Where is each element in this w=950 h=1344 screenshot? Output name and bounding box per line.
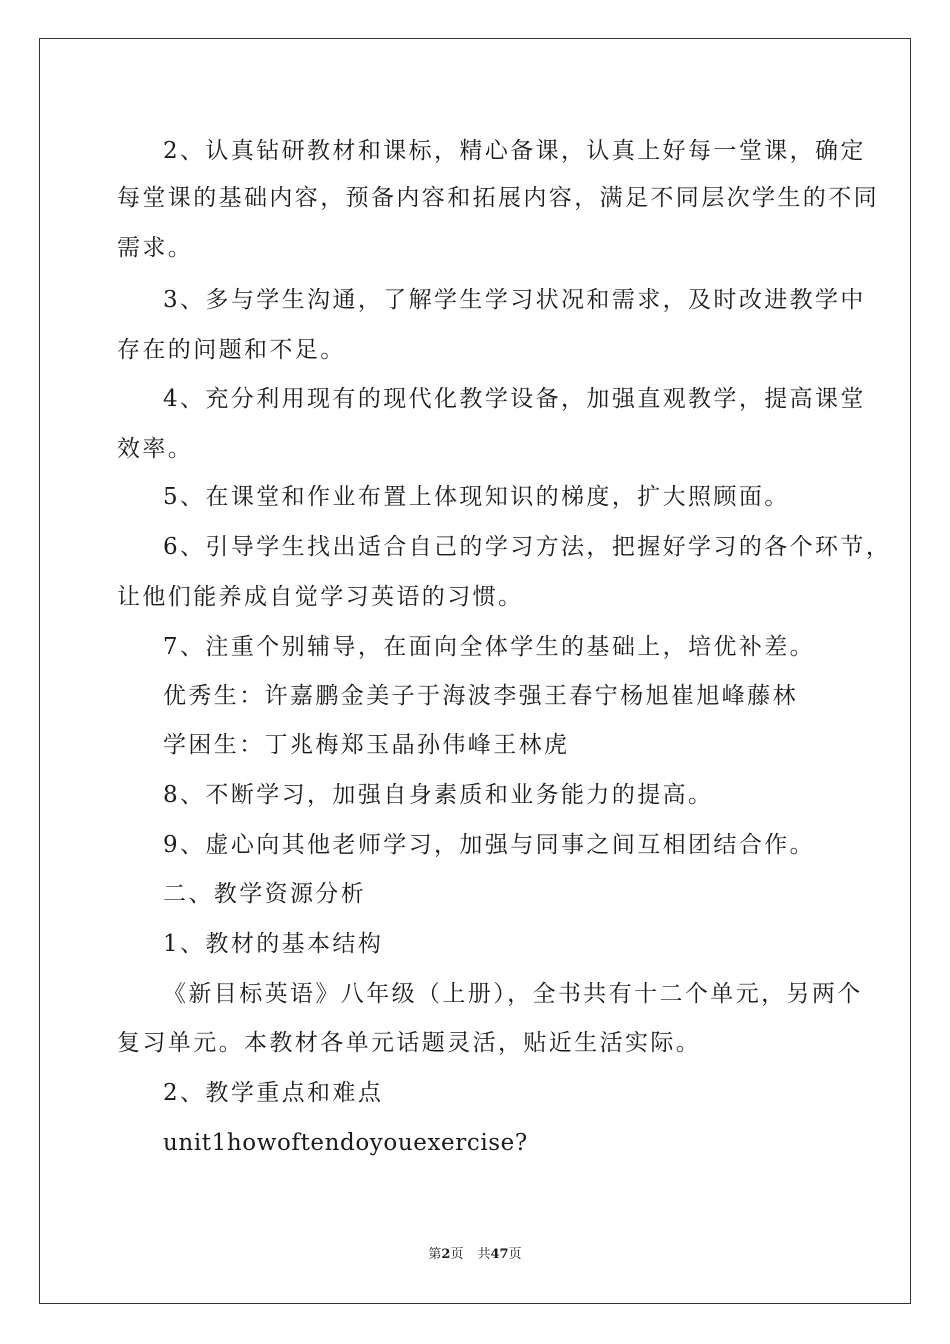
paragraph-line: 让他们能养成自觉学习英语的习惯。 — [117, 584, 524, 610]
footer-page-suffix: 页 — [450, 1247, 464, 1262]
paragraph-line: 9、虚心向其他老师学习，加强与同事之间互相团结合作。 — [163, 832, 816, 858]
excellent-students-line: 优秀生：许嘉鹏金美子于海波李强王春宁杨旭崔旭峰藤林 — [163, 683, 798, 709]
paragraph-line: 6、引导学生找出适合自己的学习方法，把握好学习的各个环节， — [163, 534, 892, 560]
footer-page-total: 47 — [490, 1247, 509, 1262]
paragraph-line: 需求。 — [117, 235, 194, 261]
subsection-heading: 1、教材的基本结构 — [163, 931, 384, 957]
struggling-students-line: 学困生：丁兆梅郑玉晶孙伟峰王林虎 — [163, 732, 570, 758]
footer-page-current: 2 — [441, 1247, 451, 1262]
section-heading: 二、教学资源分析 — [163, 881, 367, 907]
paragraph-line: 效率。 — [117, 436, 194, 462]
paragraph-line: 3、多与学生沟通，了解学生学习状况和需求，及时改进教学中 — [163, 287, 866, 313]
paragraph-line: 每堂课的基础内容，预备内容和拓展内容，满足不同层次学生的不同 — [117, 185, 879, 211]
paragraph-line: 复习单元。本教材各单元话题灵活，贴近生活实际。 — [117, 1030, 702, 1056]
footer-page-prefix: 第 — [428, 1247, 442, 1262]
unit-title: unit1howoftendoyouexercise? — [163, 1130, 528, 1156]
page-footer — [0, 1246, 950, 1264]
paragraph-line: 4、充分利用现有的现代化教学设备，加强直观教学，提高课堂 — [163, 386, 866, 412]
paragraph-line: 《新目标英语》八年级（上册），全书共有十二个单元，另两个 — [163, 981, 863, 1007]
subsection-heading: 2、教学重点和难点 — [163, 1080, 384, 1106]
footer-total-suffix: 页 — [508, 1247, 522, 1262]
paragraph-line: 5、在课堂和作业布置上体现知识的梯度，扩大照顾面。 — [163, 484, 790, 510]
page-border — [39, 38, 911, 1304]
paragraph-line: 存在的问题和不足。 — [117, 337, 346, 363]
paragraph-line: 7、注重个别辅导，在面向全体学生的基础上，培优补差。 — [163, 634, 816, 660]
paragraph-line: 8、不断学习，加强自身素质和业务能力的提高。 — [163, 782, 714, 808]
paragraph-line: 2、认真钻研教材和课标，精心备课，认真上好每一堂课，确定 — [163, 138, 866, 164]
footer-total-prefix: 共 — [477, 1247, 491, 1262]
